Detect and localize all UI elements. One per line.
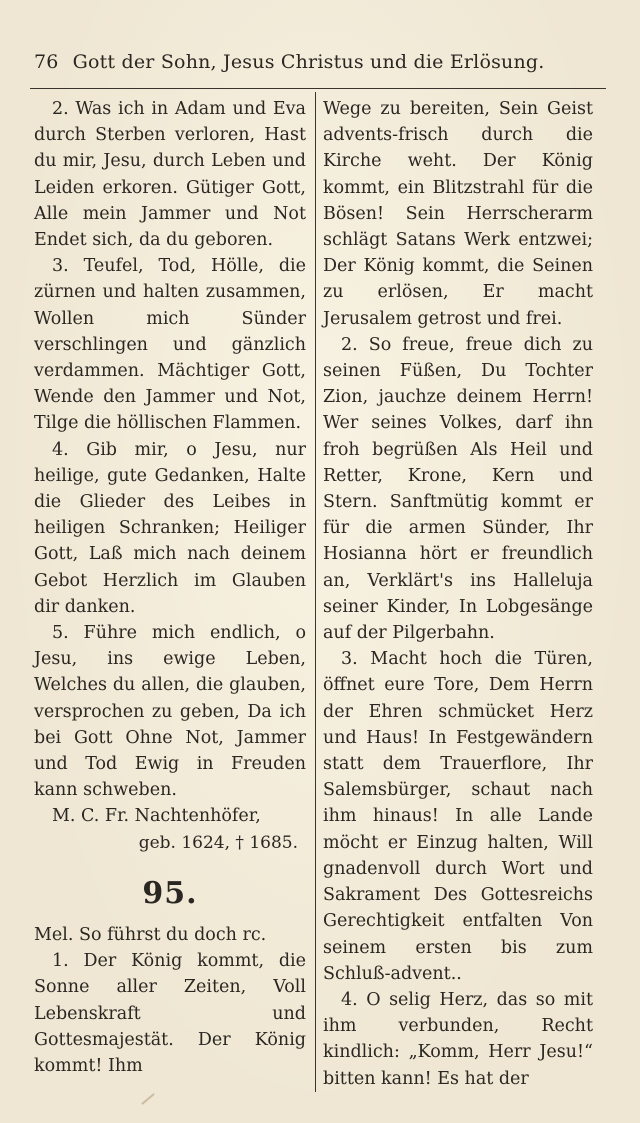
- column-divider: [315, 92, 316, 1092]
- left-column: [34, 96, 306, 1079]
- verse-2-left: 2. Was ich in Adam und Eva durch Sterben verloren, Hast du mir, Jesu, durch Leben und Leiden erkoren. Gütiger Gott, Alle mein Jammer und Not Endet sich, da du geboren.: [34, 99, 306, 251]
- running-title: Gott der Sohn, Jesus Christus und die Erlösung.: [72, 51, 545, 73]
- verse-3-right: 3. Macht hoch die Türen, öffnet eure Tore, Dem Herrn der Ehren schmücket Herz und Haus! In Festgewändern statt dem Trauerflore, Ihr Salemsbürger, schaut nach ihm hinaus! In alle Lande möcht er Einzug halten, Will gnadenvoll durch Wort und Sakrament Des Gottesreichs Gerechtigkeit entfalten Von seinem ersten bis zum Schluß-advent..: [323, 649, 593, 984]
- verse-5-left: 5. Führe mich endlich, o Jesu, ins ewige Leben, Welches du allen, die glauben, versprochen zu geben, Da ich bei Gott Ohne Not, Jammer und Tod Ewig in Freuden kann schweben.: [34, 623, 306, 801]
- verse-3-left: 3. Teufel, Tod, Hölle, die zürnen und halten zusammen, Wollen mich Sünder verschlingen und gänzlich verdammen. Mächtiger Gott, Wende den Jammer und Not, Tilge die höllischen Flammen.: [34, 256, 306, 434]
- hymn-author-dates: geb. 1624, † 1685.: [138, 832, 298, 853]
- verse-4-right: 4. O selig Herz, das so mit ihm verbunden, Recht kindlich: „Komm, Herr Jesu!“ bitten kann! Es hat der: [323, 989, 593, 1089]
- page-header: [34, 48, 594, 76]
- header-rule: [30, 88, 606, 89]
- melody-line: Mel. So führst du doch rc.: [34, 924, 267, 945]
- paper-mark: [141, 1093, 155, 1105]
- verse-4-left: 4. Gib mir, o Jesu, nur heilige, gute Gedanken, Halte die Glieder des Leibes in heiligen Schranken; Heiliger Gott, Laß mich nach deinem Gebot Herzlich im Glauben dir danken.: [34, 439, 306, 617]
- verse-1-start: 1. Der König kommt, die Sonne aller Zeiten, Voll Lebenskraft und Gottesmajestät. Der König kommt! Ihm: [34, 951, 306, 1076]
- right-column: [323, 96, 593, 1092]
- verse-1-continued: Wege zu bereiten, Sein Geist advents-frisch durch die Kirche weht. Der König kommt, ein Blitzstrahl für die Bösen! Sein Herrscherarm schlägt Satans Werk entzwei; Der König kommt, die Seinen zu erlösen, Er macht Jerusalem getrost und frei.: [323, 99, 593, 329]
- verse-2-right: 2. So freue, freue dich zu seinen Füßen, Du Tochter Zion, jauchze deinem Herrn! Wer seines Volkes, darf ihn froh begrüßen Als Heil und Retter, Krone, Kern und Stern. Sanftmütig kommt er für die armen Sünder, Ihr Hosianna hört er freundlich an, Verklärt's ins Halleluja seiner Kinder, In Lobgesänge auf der Pilgerbahn.: [323, 334, 593, 644]
- page-number: 76: [34, 51, 59, 73]
- hymn-author: M. C. Fr. Nachtenhöfer,: [52, 806, 261, 827]
- hymn-number: 95.: [142, 875, 198, 911]
